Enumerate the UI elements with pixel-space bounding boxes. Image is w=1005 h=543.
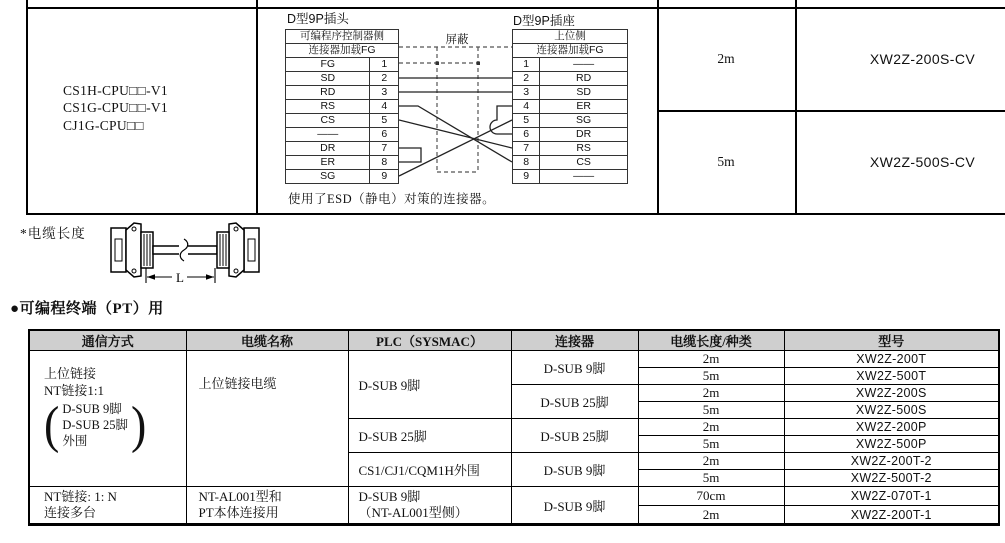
pin-number: 6 — [513, 128, 540, 142]
shield-dashed-box — [399, 47, 512, 172]
comm-method-cell — [29, 487, 186, 525]
socket-pin-table — [512, 29, 628, 184]
connector-cell: D-SUB 9脚 — [511, 487, 638, 525]
pin-number: 9 — [513, 170, 540, 184]
pin-signal: RS — [286, 100, 370, 114]
paren-open: ( — [44, 395, 60, 453]
pin-row — [286, 114, 399, 128]
pt-table — [28, 329, 1000, 526]
pin-number: 8 — [370, 156, 399, 170]
length-cell: 70cm — [638, 487, 784, 506]
model-cell: XW2Z-200T-1 — [784, 506, 999, 525]
connector-cell: D-SUB 25脚 — [511, 419, 638, 453]
plc-line: （NT-AL001型侧） — [358, 505, 468, 520]
comm-paren-line: D-SUB 25脚 — [62, 418, 128, 432]
length-cell: 5m — [638, 436, 784, 453]
cable-length-note-label: *电缆长度 — [20, 226, 86, 241]
length-cell: 5m — [638, 402, 784, 419]
pin-number: 8 — [513, 156, 540, 170]
pin-signal: DR — [540, 128, 628, 142]
junction-dot — [477, 62, 481, 66]
socket-side-header: 上位侧 — [513, 30, 628, 44]
socket-fg-header: 连接器加载FG — [513, 44, 628, 58]
plc-line: D-SUB 9脚 — [358, 488, 421, 504]
plc-cell: D-SUB 9脚 — [348, 351, 511, 419]
pin-signal: SD — [540, 86, 628, 100]
border-line — [26, 213, 1005, 215]
comm-paren-line: 外围 — [62, 434, 88, 448]
column-header-connector: 连接器 — [511, 330, 638, 351]
plc-cell: D-SUB 25脚 — [348, 419, 511, 453]
pin-number: 2 — [370, 72, 399, 86]
pin-signal: DR — [286, 142, 370, 156]
column-header-cable-name: 电缆名称 — [186, 330, 348, 351]
pin-row — [286, 142, 399, 156]
pin-number: 6 — [370, 128, 399, 142]
paren-close: ) — [130, 395, 147, 453]
pin-number: 4 — [513, 100, 540, 114]
plc-model-list — [63, 82, 168, 134]
pin-row — [286, 86, 399, 100]
length-cell: 2m — [638, 385, 784, 402]
pin-row — [286, 156, 399, 170]
column-header-model: 型号 — [784, 330, 999, 351]
comm-line: 连接多台 — [44, 505, 97, 520]
model-cell: XW2Z-070T-1 — [784, 487, 999, 506]
pin-number: 2 — [513, 72, 540, 86]
pin-signal: ER — [540, 100, 628, 114]
pin-signal: ER — [286, 156, 370, 170]
length-cell: 2m — [638, 419, 784, 436]
pin-number: 3 — [370, 86, 399, 100]
pt-header-row — [29, 330, 999, 351]
wiring-svg — [399, 40, 512, 185]
model-cell: XW2Z-500T — [784, 368, 999, 385]
comm-line: NT链接1:1 — [44, 383, 104, 398]
pin-row — [513, 58, 628, 72]
pin-row — [286, 170, 399, 184]
comm-line: 上位链接 — [44, 366, 97, 381]
pin-row — [286, 100, 399, 114]
pin-row — [513, 142, 628, 156]
plug-fg-header: 连接器加载FG — [286, 44, 399, 58]
pin-signal: —— — [286, 128, 370, 142]
connector-cell: D-SUB 9脚 — [511, 453, 638, 487]
pin-signal: SG — [540, 114, 628, 128]
cable-name-cell: 上位链接电缆 — [186, 351, 348, 487]
cable-name-line: NT-AL001型和 — [198, 488, 282, 504]
pin-number: 5 — [513, 114, 540, 128]
pin-row — [513, 100, 628, 114]
pin-signal: SG — [286, 170, 370, 184]
cable-length-cell: 5m — [717, 153, 735, 169]
pin-signal: RD — [286, 86, 370, 100]
cable-name-line: PT本体连接用 — [198, 505, 279, 520]
pin-number: 3 — [513, 86, 540, 100]
pin-number: 4 — [370, 100, 399, 114]
pin-row — [513, 114, 628, 128]
pin-number: 5 — [370, 114, 399, 128]
column-header-comm: 通信方式 — [29, 330, 186, 351]
pin-row — [286, 72, 399, 86]
model-cell: XW2Z-500T-2 — [784, 470, 999, 487]
cable-name-cell — [186, 487, 348, 525]
model-cell: XW2Z-200S — [784, 385, 999, 402]
plc-model: CJ1G-CPU□□ — [63, 117, 144, 133]
comm-paren-line: D-SUB 9脚 — [62, 402, 122, 416]
pin-row — [513, 170, 628, 184]
length-cell: 2m — [638, 453, 784, 470]
column-header-plc: PLC（SYSMAC） — [348, 330, 511, 351]
column-header-length: 电缆长度/种类 — [638, 330, 784, 351]
pin-number: 1 — [513, 58, 540, 72]
model-cell: XW2Z-500S-CV — [869, 153, 976, 170]
pin-signal: FG — [286, 58, 370, 72]
shield-label: 屏蔽 — [445, 34, 469, 46]
border-line — [256, 0, 258, 215]
connector-cell: D-SUB 9脚 — [511, 351, 638, 385]
model-cell: XW2Z-200S-CV — [869, 50, 976, 67]
length-label: L — [176, 270, 184, 285]
length-cell: 2m — [638, 351, 784, 368]
model-cell: XW2Z-200T — [784, 351, 999, 368]
model-cell: XW2Z-500P — [784, 436, 999, 453]
connector-cell: D-SUB 25脚 — [511, 385, 638, 419]
pin-signal: RD — [540, 72, 628, 86]
plc-cell: CS1/CJ1/CQM1H外围 — [348, 453, 511, 487]
pin-number: 9 — [370, 170, 399, 184]
jumper-dr-er — [399, 148, 421, 162]
esd-note: 使用了ESD（静电）对策的连接器。 — [288, 192, 496, 206]
comm-method-cell — [29, 351, 186, 487]
table-row — [29, 351, 999, 368]
connector-left-icon — [111, 223, 153, 277]
pt-section-title: ●可编程终端（PT）用 — [10, 301, 164, 317]
model-cell: XW2Z-500S — [784, 402, 999, 419]
model-cell: XW2Z-200T-2 — [784, 453, 999, 470]
pin-row — [513, 156, 628, 170]
cable-illustration — [108, 218, 268, 288]
pin-row — [513, 128, 628, 142]
pin-row — [286, 128, 399, 142]
pin-signal: SD — [286, 72, 370, 86]
pin-signal: —— — [540, 58, 628, 72]
pin-signal: CS — [540, 156, 628, 170]
pin-number: 7 — [370, 142, 399, 156]
border-line — [26, 0, 28, 215]
table-row — [29, 487, 999, 506]
length-cell: 2m — [638, 506, 784, 525]
plc-model: CS1H-CPU□□-V1 — [63, 83, 168, 98]
plug-pin-table — [285, 29, 399, 184]
socket-table-title: D型9P插座 — [513, 14, 575, 28]
cable-break-icon — [179, 239, 188, 261]
connector-right-icon — [217, 223, 259, 277]
comm-line: NT链接: 1: N — [44, 488, 117, 504]
comm-paren-group — [44, 395, 182, 453]
length-cell: 5m — [638, 368, 784, 385]
plug-table-title: D型9P插头 — [287, 12, 349, 26]
pin-number: 7 — [513, 142, 540, 156]
plug-side-header: 可编程序控制器侧 — [286, 30, 399, 44]
plc-model: CS1G-CPU□□-V1 — [63, 100, 168, 116]
model-cell: XW2Z-200P — [784, 419, 999, 436]
pin-row — [286, 58, 399, 72]
pin-number: 1 — [370, 58, 399, 72]
length-cell: 5m — [638, 470, 784, 487]
pin-signal: CS — [286, 114, 370, 128]
plc-cell — [348, 487, 511, 525]
cable-length-cell: 2m — [717, 50, 735, 66]
junction-dot — [436, 62, 440, 66]
pin-signal: —— — [540, 170, 628, 184]
pin-row — [513, 72, 628, 86]
pin-row — [513, 86, 628, 100]
pin-signal: RS — [540, 142, 628, 156]
